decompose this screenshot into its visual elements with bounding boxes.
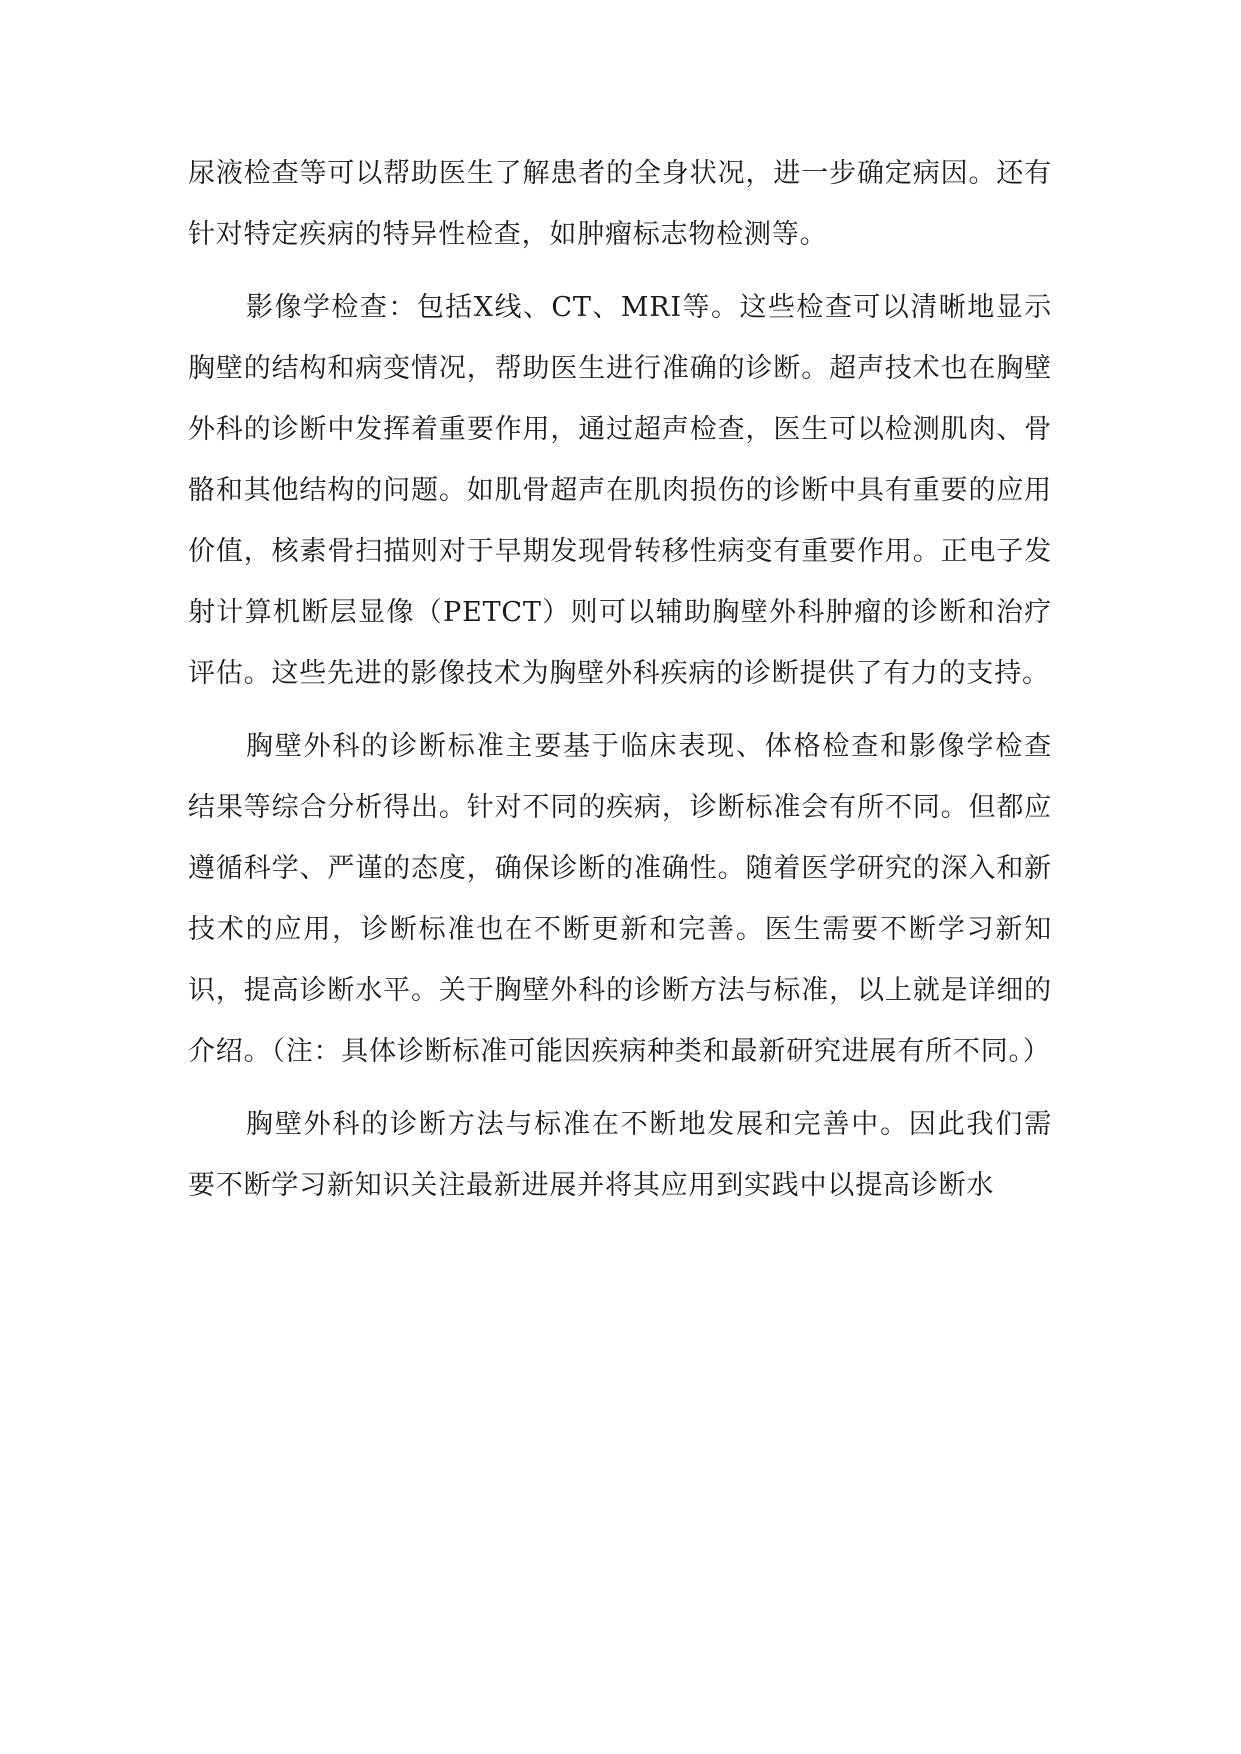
document-body — [188, 143, 1052, 1228]
paragraph-imaging-exams: 影像学检查：包括X线、CT、MRI等。这些检查可以清晰地显示胸壁的结构和病变情况，帮助医生进行准确的诊断。超声技术也在胸壁外科的诊断中发挥着重要作用，通过超声检查，医生可以检测肌肉、骨骼和其他结构的问题。如肌骨超声在肌肉损伤的诊断中具有重要的应用价值，核素骨扫描则对于早期发现骨转移性病变有重要作用。正电子发射计算机断层显像（PETCT）则可以辅助胸壁外科肿瘤的诊断和治疗评估。这些先进的影像技术为胸壁外科疾病的诊断提供了有力的支持。 — [188, 292, 1052, 689]
paragraph-diagnostic-criteria: 胸壁外科的诊断标准主要基于临床表现、体格检查和影像学检查结果等综合分析得出。针对不同的疾病，诊断标准会有所不同。但都应遵循科学、严谨的态度，确保诊断的准确性。随着医学研究的深入和新技术的应用，诊断标准也在不断更新和完善。医生需要不断学习新知识，提高诊断水平。关于胸壁外科的诊断方法与标准，以上就是详细的介绍。（注：具体诊断标准可能因疾病种类和最新研究进展有所不同。） — [188, 731, 1052, 1067]
paragraph-lab-tests-continued: 尿液检查等可以帮助医生了解患者的全身状况，进一步确定病因。还有针对特定疾病的特异性检查，如肿瘤标志物检测等。 — [188, 158, 1052, 250]
paragraph-ongoing-development: 胸壁外科的诊断方法与标准在不断地发展和完善中。因此我们需要不断学习新知识关注最新进展并将其应用到实践中以提高诊断水 — [188, 1109, 1052, 1201]
